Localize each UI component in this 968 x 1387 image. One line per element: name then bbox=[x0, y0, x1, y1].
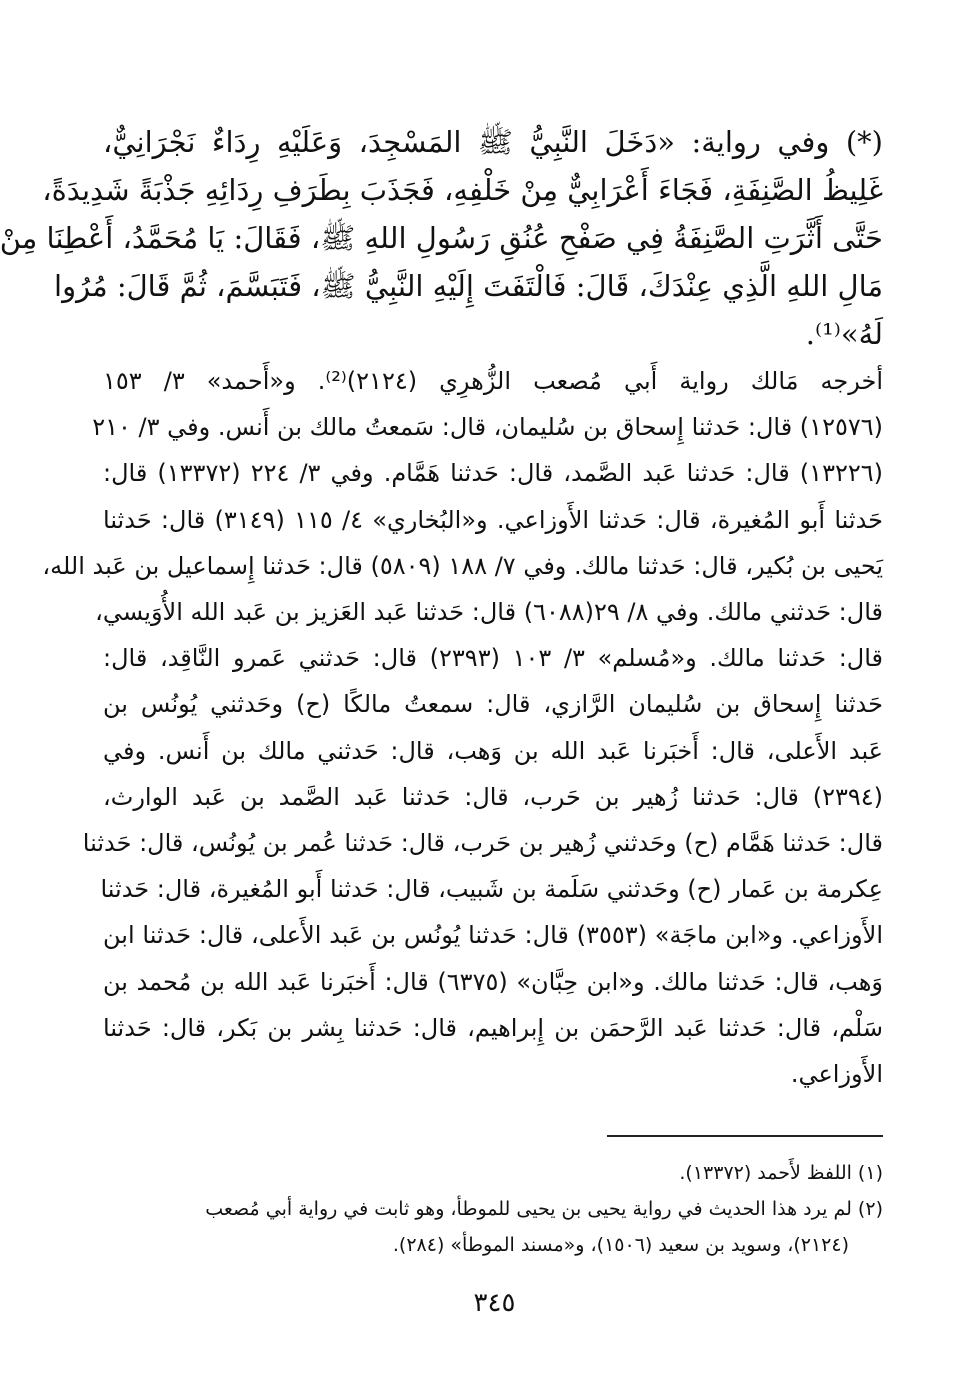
hadith-line: حَتَّى أَثَّرَتِ الصَّنِفَةُ فِي صَفْحِ عُنُقِ رَسُولِ اللهِ ﷺ، فَقَالَ: يَا مُحَمَّدُ، أَعْطِنَا مِنْ bbox=[0, 221, 883, 255]
takhrij-line: حَدثنا إِسحاق بن سُليمان الرَّازي، قال: سمعتُ مالكًا (ح) وحَدثني يُونُس بن bbox=[103, 690, 883, 719]
hadith-line: غَلِيظُ الصَّنِفَةِ، فَجَاءَ أَعْرَابِيٌّ مِنْ خَلْفِهِ، فَجَذَبَ بِطَرَفِ رِدَائِهِ جَذْبَةً شَدِيدَةً، bbox=[42, 173, 883, 207]
takhrij-line: وَهب، قال: حَدثنا مالك. و«ابن حِبَّان» (٦٣٧٥) قال: أَخبَرنا عَبد الله بن مُحمد بن bbox=[103, 967, 883, 996]
takhrij-line: عِكرمة بن عَمار (ح) وحَدثني سَلَمة بن شَبيب، قال: حَدثنا أَبو المُغيرة، قال: حَدثنا bbox=[100, 875, 883, 904]
footnote-line: (١) اللفظ لأَحمد (١٣٣٧٢). bbox=[679, 1162, 883, 1184]
hadith-line: لَهُ»⁽¹⁾. bbox=[805, 317, 883, 351]
takhrij-line: قال: حَدثني مالك. وفي ٨/ ٢٩(٦٠٨٨) قال: حَدثنا عَبد العَزيز بن عَبد الله الأُوَيسي، bbox=[95, 598, 883, 627]
takhrij-line: (٢٣٩٤) قال: حَدثنا زُهير بن حَرب، قال: حَدثنا عَبد الصَّمد بن عَبد الوارث، bbox=[103, 782, 883, 811]
footnote-line: (٢١٢٤)، وسويد بن سعيد (١٥٠٦)، و«مسند الموطأ» (٢٨٤). bbox=[392, 1234, 849, 1256]
footnote-line: (٢) لم يرد هذا الحديث في رواية يحيى بن يحيى للموطأ، وهو ثابت في رواية أبي مُصعب bbox=[205, 1198, 883, 1220]
footnote-2 bbox=[103, 1191, 883, 1263]
takhrij-line: قال: حَدثنا هَمَّام (ح) وحَدثني زُهير بن حَرب، قال: حَدثنا عُمر بن يُونُس، قال: حَدثنا bbox=[82, 829, 883, 858]
takhrij-line: (١٣٢٢٦) قال: حَدثنا عَبد الصَّمد، قال: حَدثنا هَمَّام. وفي ٣/ ٢٢٤ (١٣٣٧٢) قال: bbox=[103, 459, 883, 488]
footnote-1 bbox=[103, 1155, 883, 1191]
takhrij-line: (١٢٥٧٦) قال: حَدثنا إِسحاق بن سُليمان، قال: سَمعتُ مالك بن أَنس. وفي ٣/ ٢١٠ bbox=[92, 413, 883, 442]
takhrij-line: الأَوزاعي. و«ابن ماجَة» (٣٥٥٣) قال: حَدثنا يُونُس بن عَبد الأَعلى، قال: حَدثنا ابن bbox=[103, 921, 883, 950]
footnotes bbox=[103, 1155, 883, 1263]
takhrij-line: حَدثنا أَبو المُغيرة، قال: حَدثنا الأَوزاعي. و«البُخاري» ٤/ ١١٥ (٣١٤٩) قال: حَدثنا bbox=[103, 505, 884, 534]
takhrij-line: يَحيى بن بُكير، قال: حَدثنا مالك. وفي ٧/ ١٨٨ (٥٨٠٩) قال: حَدثنا إِسماعيل بن عَبد الله، bbox=[42, 551, 883, 580]
footnote-divider bbox=[607, 1135, 883, 1137]
hadith-line: (*) وفي رواية: «دَخَلَ النَّبِيُّ ﷺ المَسْجِدَ، وَعَلَيْهِ رِدَاءٌ نَجْرَانِيٌّ، bbox=[103, 125, 883, 159]
takhrij-line: قال: حَدثنا مالك. و«مُسلم» ٣/ ١٠٣ (٢٣٩٣) قال: حَدثني عَمرو النَّاقِد، قال: bbox=[103, 644, 884, 673]
takhrij-line: الأَوزاعي. bbox=[790, 1060, 883, 1089]
page-number: ٣٤٥ bbox=[473, 1288, 516, 1318]
takhrij-text bbox=[42, 358, 884, 1097]
takhrij-line: عَبد الأَعلى، قال: أَخبَرنا عَبد الله بن وَهب، قال: حَدثني مالك بن أَنس. وفي bbox=[103, 736, 883, 765]
takhrij-line: أخرجه مَالك رواية أَبي مُصعب الزُّهرِي (٢١٢٤)⁽²⁾. و«أَحمد» ٣/ ١٥٣ bbox=[103, 367, 883, 395]
takhrij-line: سَلْم، قال: حَدثنا عَبد الرَّحمَن بن إِبراهيم، قال: حَدثنا بِشر بن بَكر، قال: حَدثنا bbox=[103, 1013, 883, 1042]
hadith-text bbox=[0, 118, 883, 358]
hadith-line: مَالِ اللهِ الَّذِي عِنْدَكَ، قَالَ: فَالْتَفَتَ إِلَيْهِ النَّبِيُّ ﷺ، فَتَبَسَّمَ، ثُمَّ قَالَ: مُرُوا bbox=[54, 269, 883, 303]
